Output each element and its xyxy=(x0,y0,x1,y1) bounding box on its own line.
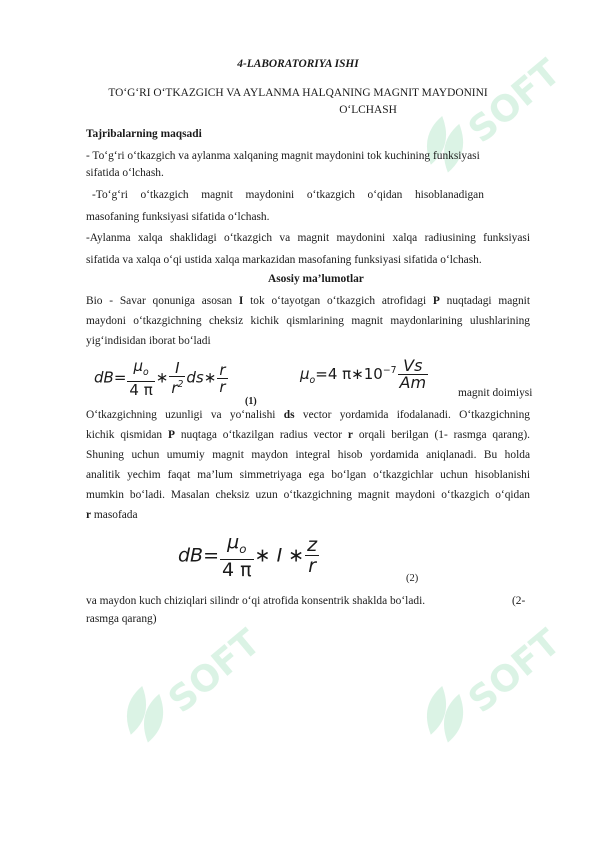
times: ∗ xyxy=(203,368,217,387)
basics-paragraph-line-3: yig‘indisidan iborat bo‘ladi xyxy=(86,335,211,347)
text: nuqtadagi magnit xyxy=(439,295,531,307)
mu-den: 4 π xyxy=(129,381,153,399)
formula-1-number: (1) xyxy=(245,396,257,407)
unit-num: Vs xyxy=(398,358,429,375)
watermark-leaf-logo-icon xyxy=(380,600,580,800)
exponent: −7 xyxy=(382,365,397,376)
word: o‘tkazgich xyxy=(140,189,189,201)
unit-den: Am xyxy=(399,373,427,392)
paragraph-2-line-5: mumkin bo‘ladi. Masalan cheksiz uzun o‘tkazgichning magnit maydoni o‘tkazgich o‘qidan xyxy=(86,489,530,501)
formula-lhs: dB xyxy=(178,544,204,567)
times-i-times: ∗ I ∗ xyxy=(254,544,305,567)
symbol-ds: ds xyxy=(283,409,295,421)
basics-paragraph-line-1 xyxy=(86,294,530,308)
paragraph-3-line-1: va maydon kuch chiziqlari silindr o‘qi atrofida konsentrik shaklda bo‘ladi. xyxy=(86,595,426,607)
i-den: r xyxy=(171,379,178,397)
text: masofada xyxy=(91,509,138,521)
text: vector yordamida ifodalanadi. O‘tkazgichning xyxy=(294,409,530,421)
mu: μ xyxy=(227,531,240,553)
objective-3-line-1: -Aylanma xalqa shaklidagi o‘tkazgich va magnit maydonini xalqa radiusining funksiyasi xyxy=(86,232,530,244)
word: o‘qidan xyxy=(367,189,403,201)
times: ∗ xyxy=(155,368,169,387)
main-title-line-2: O‘LCHASH xyxy=(339,104,397,116)
text: orqali berilgan (1- rasmga qarang). xyxy=(352,429,531,441)
objective-1-line-2: sifatida o‘lchash. xyxy=(86,167,164,179)
lab-title: 4-LABORATORIYA ISHI xyxy=(237,58,359,70)
paragraph-2-line-2 xyxy=(86,428,530,442)
basics-paragraph-line-2: maydoni o‘tkazgichning cheksiz kichik qismlarining magnit maydonlarining ulushlarining xyxy=(86,315,530,327)
text: O‘tkazgichning uzunligi va yo‘nalishi xyxy=(86,409,284,421)
r-num: r xyxy=(219,360,226,379)
z-num: z xyxy=(307,534,318,557)
i-num: I xyxy=(169,360,185,377)
word: maydonini xyxy=(245,189,295,201)
objectives-heading: Tajribalarning maqsadi xyxy=(86,128,202,140)
word: magnit xyxy=(201,189,233,201)
paragraph-2-line-3: Shuning uchun umumiy magnit maydon integral hisob yordamida aniqlanadi. Bu holda xyxy=(86,449,530,461)
text: nuqtaga o‘tkazilgan radius vector xyxy=(174,429,348,441)
formula-1 xyxy=(94,358,229,398)
mu-den: 4 π xyxy=(222,558,252,581)
symbol-P: P xyxy=(167,429,175,441)
objective-2-line-1 xyxy=(92,188,530,202)
text: Bio - Savar qonuniga asosan xyxy=(86,295,239,307)
paragraph-2-line-6 xyxy=(86,508,138,522)
symbol-r: r xyxy=(86,509,92,521)
word: o‘tkazgich xyxy=(306,189,355,201)
equals: = xyxy=(315,365,328,383)
z-den: r xyxy=(308,555,317,578)
formula-lhs: dB xyxy=(94,368,114,387)
magnit-doimiysi-label: magnit doimiysi xyxy=(458,387,533,399)
watermark-text: SOFT xyxy=(161,621,269,722)
text: kichik qismidan xyxy=(86,429,168,441)
r-den: r xyxy=(219,377,226,396)
basics-heading: Asosiy ma’lumotlar xyxy=(268,273,364,285)
paragraph-2-line-1 xyxy=(86,408,530,422)
paragraph-3-line-1-ref: (2- xyxy=(512,595,526,607)
formula-mu-constant xyxy=(300,358,429,391)
mu: μ xyxy=(133,357,143,375)
watermark-text: SOFT xyxy=(461,621,569,722)
equals: = xyxy=(203,544,220,567)
paragraph-2-line-4: analitik yechim faqat ma’lum simmetriyaga ega bo‘lgan o‘tkazgichlar uchun hisoblanishi xyxy=(86,469,530,481)
objective-2-line-2: masofaning funksiyasi sifatida o‘lchash. xyxy=(86,211,270,223)
watermark-text: SOFT xyxy=(461,51,569,152)
equals: = xyxy=(113,368,127,387)
main-title-line-1: TO‘G‘RI O‘TKAZGICH VA AYLANMA HALQANING MAGNIT MAYDONINI xyxy=(108,87,488,99)
symbol-r: r xyxy=(347,429,353,441)
mu-sub: o xyxy=(239,541,247,556)
formula-2 xyxy=(178,532,320,580)
word: -To‘g‘ri xyxy=(92,189,128,201)
word: hisoblanadigan xyxy=(414,189,484,201)
formula-2-number: (2) xyxy=(406,573,419,584)
objective-3-line-2: sifatida va xalqa o‘qi ustida xalqa markazidan masofaning funksiyasi sifatida o‘lchash. xyxy=(86,254,482,266)
mu-value: 4 π∗10 xyxy=(327,365,383,383)
symbol-I: I xyxy=(238,295,244,307)
mu: μ xyxy=(300,365,310,383)
ds: ds xyxy=(186,368,204,387)
mu-sub: o xyxy=(309,375,316,386)
mu-sub: o xyxy=(142,367,149,378)
text: tok o‘tayotgan o‘tkazgich atrofidagi xyxy=(243,295,433,307)
objective-1-line-1: - To‘g‘ri o‘tkazgich va aylanma xalqaning magnit maydonini tok kuchining funksiyasi xyxy=(86,150,480,162)
symbol-P: P xyxy=(432,295,440,307)
watermark-leaf-logo-icon xyxy=(80,600,280,800)
paragraph-3-line-2: rasmga qarang) xyxy=(86,613,157,625)
i-den-sup: 2 xyxy=(177,379,184,390)
